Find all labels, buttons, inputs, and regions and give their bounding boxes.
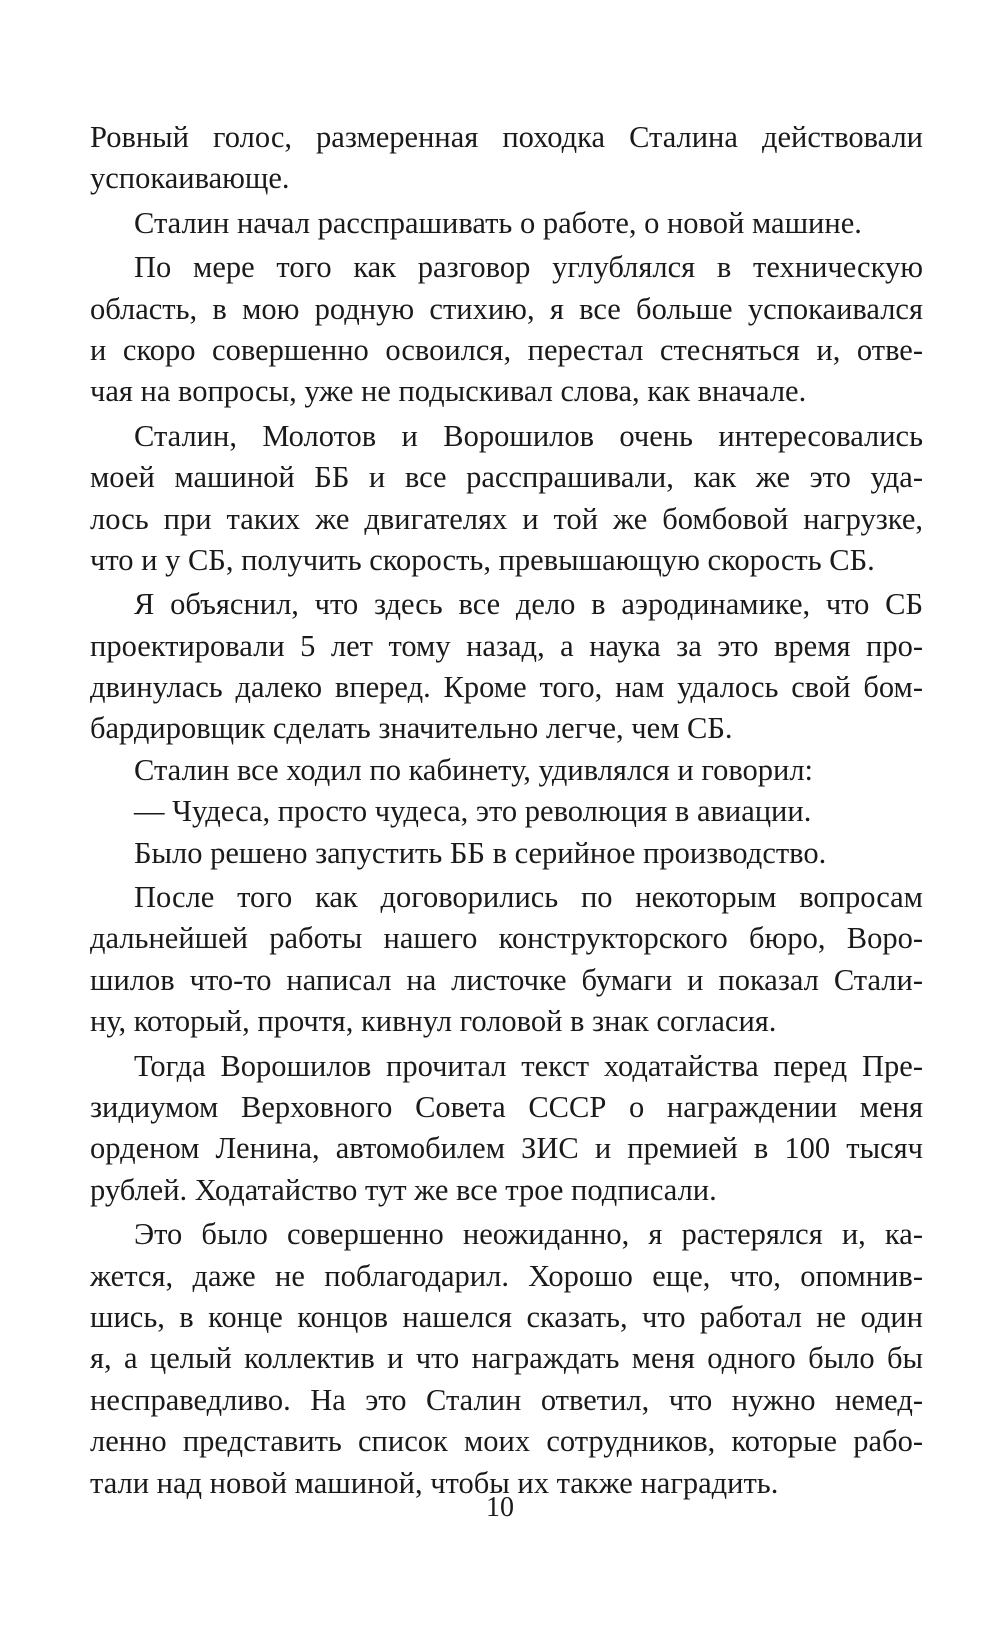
text-line: несправедливо. На это Сталин ответил, что нужно немед-	[90, 1382, 923, 1417]
text-line: двинулась далеко вперед. Кроме того, нам удалось свой бом-	[90, 670, 923, 705]
text-line: шилов что-то написал на листочке бумаги и показал Стали-	[90, 962, 923, 997]
text-line: Я объяснил, что здесь все дело в аэродинамике, что СБ	[134, 587, 923, 622]
text-line: Это было совершенно неожиданно, я растерялся и, ка-	[134, 1217, 923, 1252]
text-line: и скоро совершенно освоился, перестал стесняться и, отве-	[90, 332, 923, 367]
text-line: — Чудеса, просто чудеса, это революция в авиации.	[134, 794, 812, 829]
text-line: успокаивающе.	[90, 161, 290, 196]
text-line: что и у СБ, получить скорость, превышающую скорость СБ.	[90, 542, 875, 577]
text-line: ну, который, прочтя, кивнул головой в знак согласия.	[90, 1004, 777, 1039]
text-line: шись, в конце концов нашелся сказать, что работал не один	[90, 1299, 923, 1334]
page-number: 10	[486, 1492, 514, 1523]
text-line: Сталин начал расспрашивать о работе, о новой машине.	[134, 205, 862, 240]
text-line: я, а целый коллектив и что награждать меня одного было бы	[90, 1341, 923, 1376]
text-line: орденом Ленина, автомобилем ЗИС и премией в 100 тысяч	[90, 1131, 923, 1166]
text-line: рублей. Ходатайство тут же все трое подписали.	[90, 1172, 717, 1207]
text-line: бардировщик сделать значительно легче, чем СБ.	[90, 711, 733, 746]
text-line: Тогда Ворошилов прочитал текст ходатайства перед Пре-	[134, 1048, 923, 1083]
text-line: моей машиной ББ и все расспрашивали, как же это уда-	[90, 460, 923, 495]
text-line: Ровный голос, размеренная походка Сталина действовали	[90, 120, 923, 154]
text-line: дальнейшей работы нашего конструкторского бюро, Воро-	[90, 921, 923, 956]
text-line: тали над новой машиной, чтобы их также наградить.	[90, 1465, 779, 1500]
text-line: Сталин, Молотов и Ворошилов очень интересовались	[134, 418, 923, 453]
text-line: ленно представить список моих сотрудников, которые рабо-	[90, 1424, 923, 1459]
text-line: Сталин все ходил по кабинету, удивлялся и говорил:	[134, 752, 814, 787]
text-line: область, в мою родную стихию, я все больше успокаивался	[90, 291, 923, 326]
text-line: лось при таких же двигателях и той же бомбовой нагрузке,	[90, 501, 923, 536]
text-line: По мере того как разговор углублялся в техническую	[134, 250, 923, 285]
text-line: Было решено запустить ББ в серийное производство.	[134, 835, 827, 870]
text-line: проектировали 5 лет тому назад, а наука за это время про-	[90, 628, 923, 663]
page-body-text	[90, 117, 923, 1504]
text-line: зидиумом Верховного Совета СССР о награждении меня	[90, 1089, 923, 1124]
text-line: После того как договорились по некоторым вопросам	[134, 880, 923, 915]
text-line: жется, даже не поблагодарил. Хорошо еще, что, опомнив-	[90, 1258, 923, 1293]
text-line: чая на вопросы, уже не подыскивал слова, как вначале.	[90, 374, 807, 409]
